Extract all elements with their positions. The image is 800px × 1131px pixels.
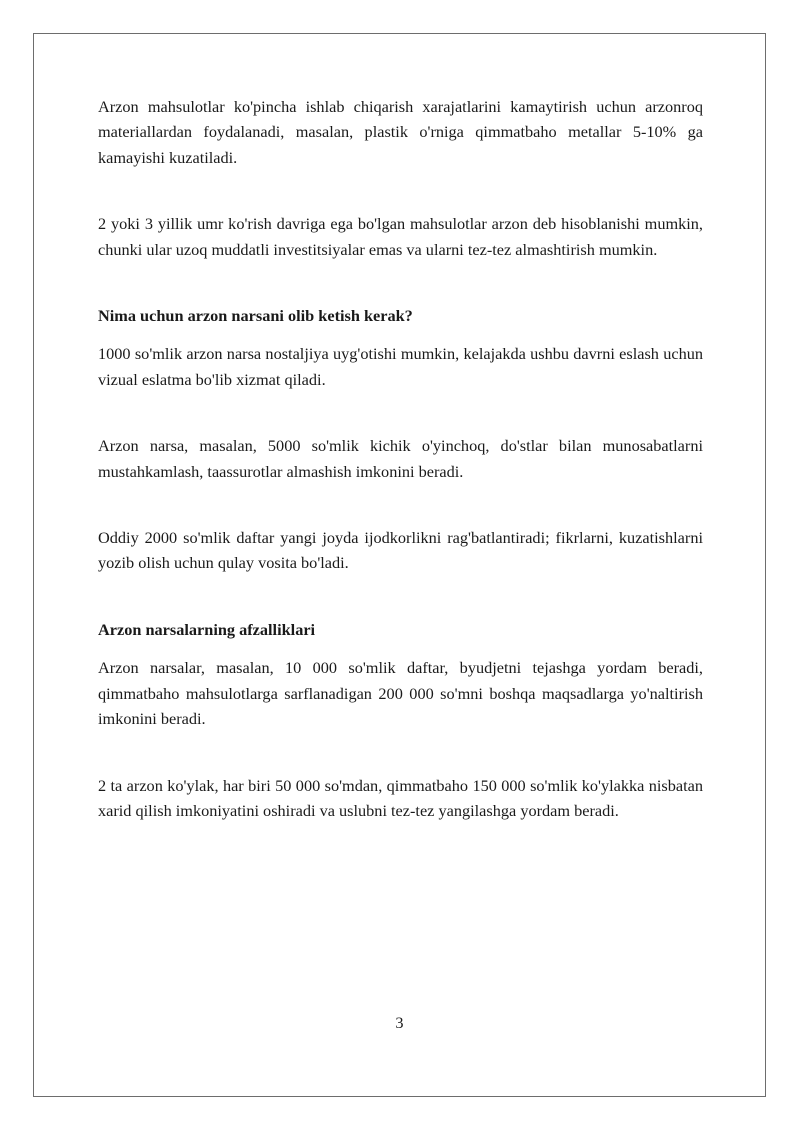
paragraph: 2 ta arzon ko'ylak, har biri 50 000 so'mdan, qimmatbaho 150 000 so'mlik ko'ylakka nisbatan xarid qilish imkoniyatini oshiradi va uslubni tez-tez yangilashga yordam beradi. <box>98 775 703 820</box>
paragraph: 1000 so'mlik arzon narsa nostaljiya uyg'otishi mumkin, kelajakda ushbu davrni eslash uchun vizual eslatma bo'lib xizmat qiladi. <box>98 344 703 389</box>
paragraph: Oddiy 2000 so'mlik daftar yangi joyda ijodkorlikni rag'batlantiradi; fikrlarni, kuzatishlarni yozib olish uchun qulay vosita bo'ladi. <box>98 528 703 573</box>
paragraph: Arzon narsalar, masalan, 10 000 so'mlik daftar, byudjetni tejashga yordam beradi, qimmatbaho mahsulotlarga sarflanadigan 200 000 so'mni boshqa maqsadlarga yo'naltirish imkonini beradi. <box>98 658 703 729</box>
section-heading: Nima uchun arzon narsani olib ketish kerak? <box>98 306 413 326</box>
paragraph: Arzon mahsulotlar ko'pincha ishlab chiqarish xarajatlarini kamaytirish uchun arzonroq materiallardan foydalanadi, masalan, plastik o'rniga qimmatbaho metallar 5-10% ga kamayishi kuzatiladi. <box>98 97 703 167</box>
page-content <box>98 94 703 823</box>
page-number: 3 <box>395 1013 404 1032</box>
paragraph: Arzon narsa, masalan, 5000 so'mlik kichik o'yinchoq, do'stlar bilan munosabatlarni mustahkamlash, taassurotlar almashish imkonini beradi. <box>98 436 703 481</box>
document-page <box>33 33 766 1097</box>
section-heading: Arzon narsalarning afzalliklari <box>98 619 316 639</box>
paragraph: 2 yoki 3 yillik umr ko'rish davriga ega bo'lgan mahsulotlar arzon deb hisoblanishi mumkin, chunki ular uzoq muddatli investitsiyalar emas va ularni tez-tez almashtirish mumkin. <box>98 214 703 259</box>
